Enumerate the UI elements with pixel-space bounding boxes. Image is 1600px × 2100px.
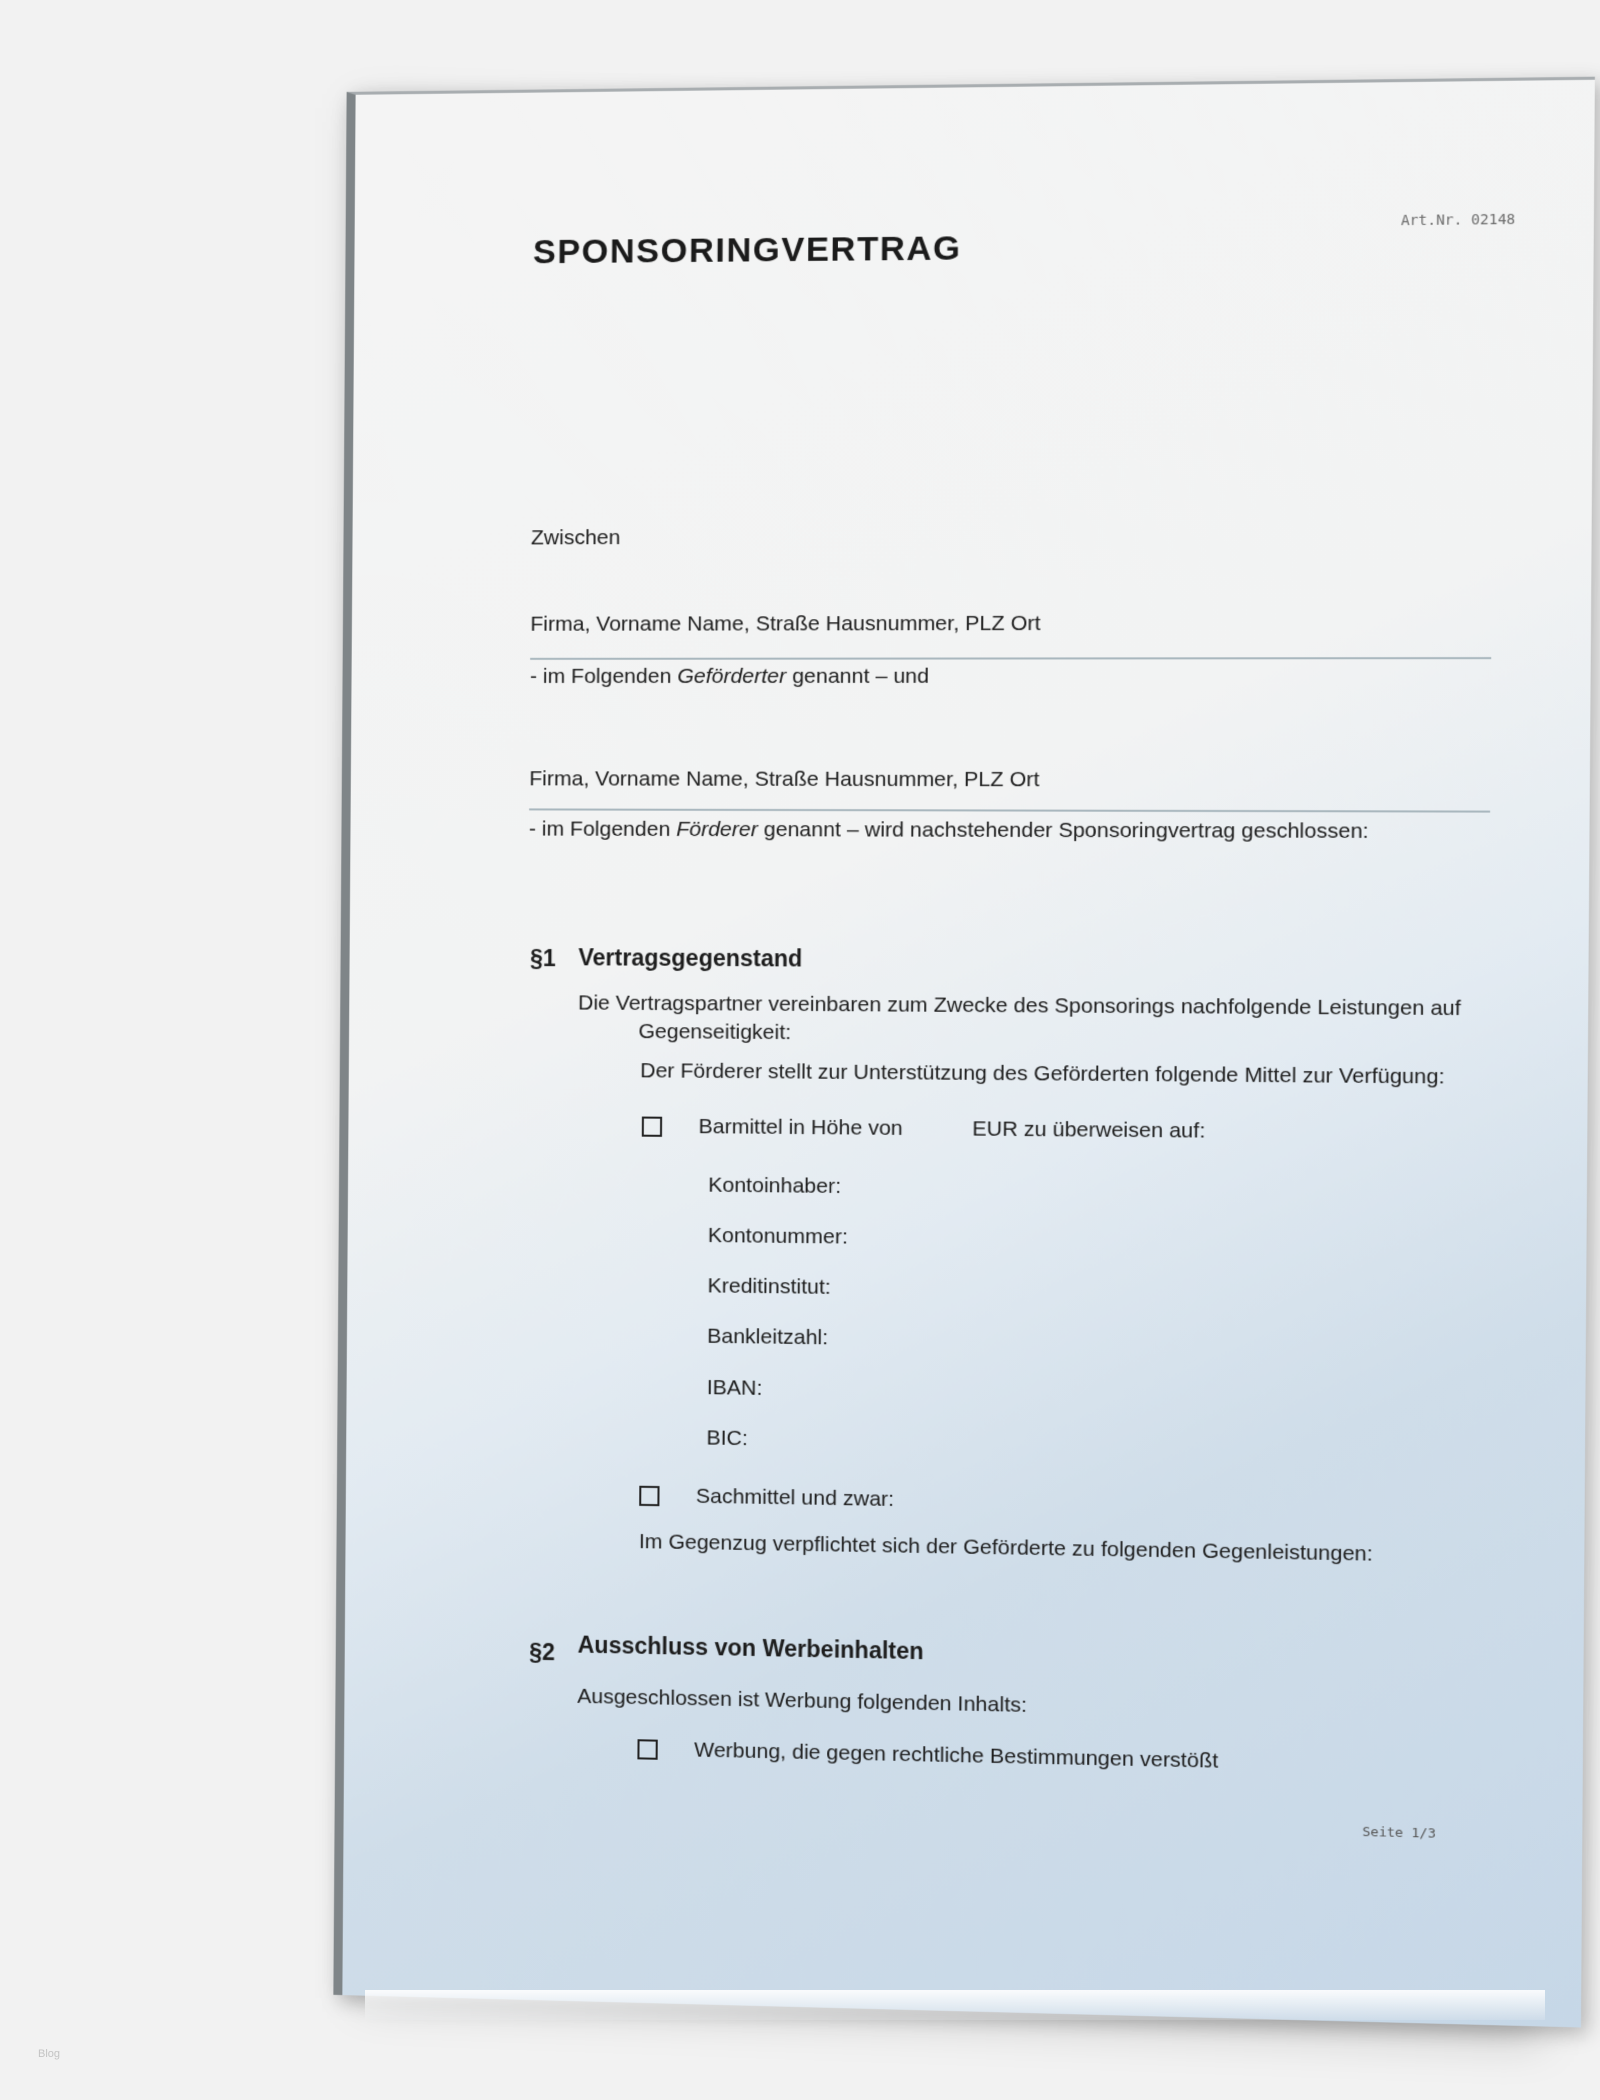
goods-label: Sachmittel und zwar: xyxy=(695,1484,895,1512)
party1-line: Firma, Vorname Name, Straße Hausnummer, PLZ Ort xyxy=(530,611,1041,636)
party1-role: Geförderter xyxy=(677,664,787,688)
party2-desc-prefix: - im Folgenden xyxy=(528,817,677,841)
bank-field-account-holder: Kontoinhaber: xyxy=(708,1173,842,1199)
section2-intro: Ausgeschlossen ist Werbung folgenden Inhalts: xyxy=(577,1684,1028,1717)
between-label: Zwischen xyxy=(530,526,621,550)
section1-paragraph xyxy=(578,989,1489,1052)
section1-number: §1 xyxy=(529,944,556,972)
goods-checkbox[interactable] xyxy=(639,1486,659,1506)
bank-field-iban: IBAN: xyxy=(706,1375,763,1400)
advertising-label: Werbung, die gegen rechtliche Bestimmungen verstößt xyxy=(694,1738,1219,1773)
section1-paragraph-line1: Die Vertragspartner vereinbaren zum Zwecke des Sponsorings nachfolgende Leistungen auf xyxy=(578,991,1461,1021)
article-number: Art.Nr. 02148 xyxy=(1400,211,1516,230)
section2-number: §2 xyxy=(529,1638,556,1666)
cash-checkbox[interactable] xyxy=(642,1117,662,1137)
section1-sub-intro: Der Förderer stellt zur Unterstützung des Geförderten folgende Mittel zur Verfügung: xyxy=(640,1059,1445,1089)
party2-rule xyxy=(529,808,1490,812)
section2-title: Ausschluss von Werbeinhalten xyxy=(577,1631,924,1665)
bank-field-credit-institute: Kreditinstitut: xyxy=(707,1274,831,1299)
bank-field-bank-code: Bankleitzahl: xyxy=(707,1324,829,1350)
party2-description xyxy=(529,817,1369,844)
page-reflection xyxy=(365,1990,1545,2020)
advertising-checkbox[interactable] xyxy=(637,1739,657,1760)
party1-desc-prefix: - im Folgenden xyxy=(529,664,678,688)
cash-label: Barmittel in Höhe von xyxy=(698,1115,903,1140)
document-page xyxy=(333,77,1595,2028)
party1-desc-suffix: genannt – und xyxy=(786,664,930,688)
party2-desc-suffix: genannt – wird nachstehender Sponsoringvertrag geschlossen: xyxy=(757,818,1369,843)
cash-option xyxy=(642,1115,1206,1144)
party2-line: Firma, Vorname Name, Straße Hausnummer, PLZ Ort xyxy=(529,767,1040,792)
document-title: SPONSORINGVERTRAG xyxy=(532,229,962,272)
cash-suffix: EUR zu überweisen auf: xyxy=(972,1117,1206,1143)
page-number: Seite 1/3 xyxy=(1362,1824,1436,1842)
bank-field-bic: BIC: xyxy=(706,1426,748,1451)
corner-watermark: Blog xyxy=(38,2048,61,2060)
goods-option xyxy=(639,1484,894,1512)
advertising-option xyxy=(637,1737,1218,1774)
section1-title: Vertragsgegenstand xyxy=(578,944,803,972)
bank-field-account-number: Kontonummer: xyxy=(707,1223,848,1249)
party2-role: Förderer xyxy=(676,817,758,842)
party1-description xyxy=(530,665,929,689)
section1-paragraph-line2: Gegenseitigkeit: xyxy=(638,1019,792,1045)
party1-rule xyxy=(530,657,1491,660)
counter-performance-text: Im Gegenzug verpflichtet sich der Geförderte zu folgenden Gegenleistungen: xyxy=(638,1530,1373,1566)
